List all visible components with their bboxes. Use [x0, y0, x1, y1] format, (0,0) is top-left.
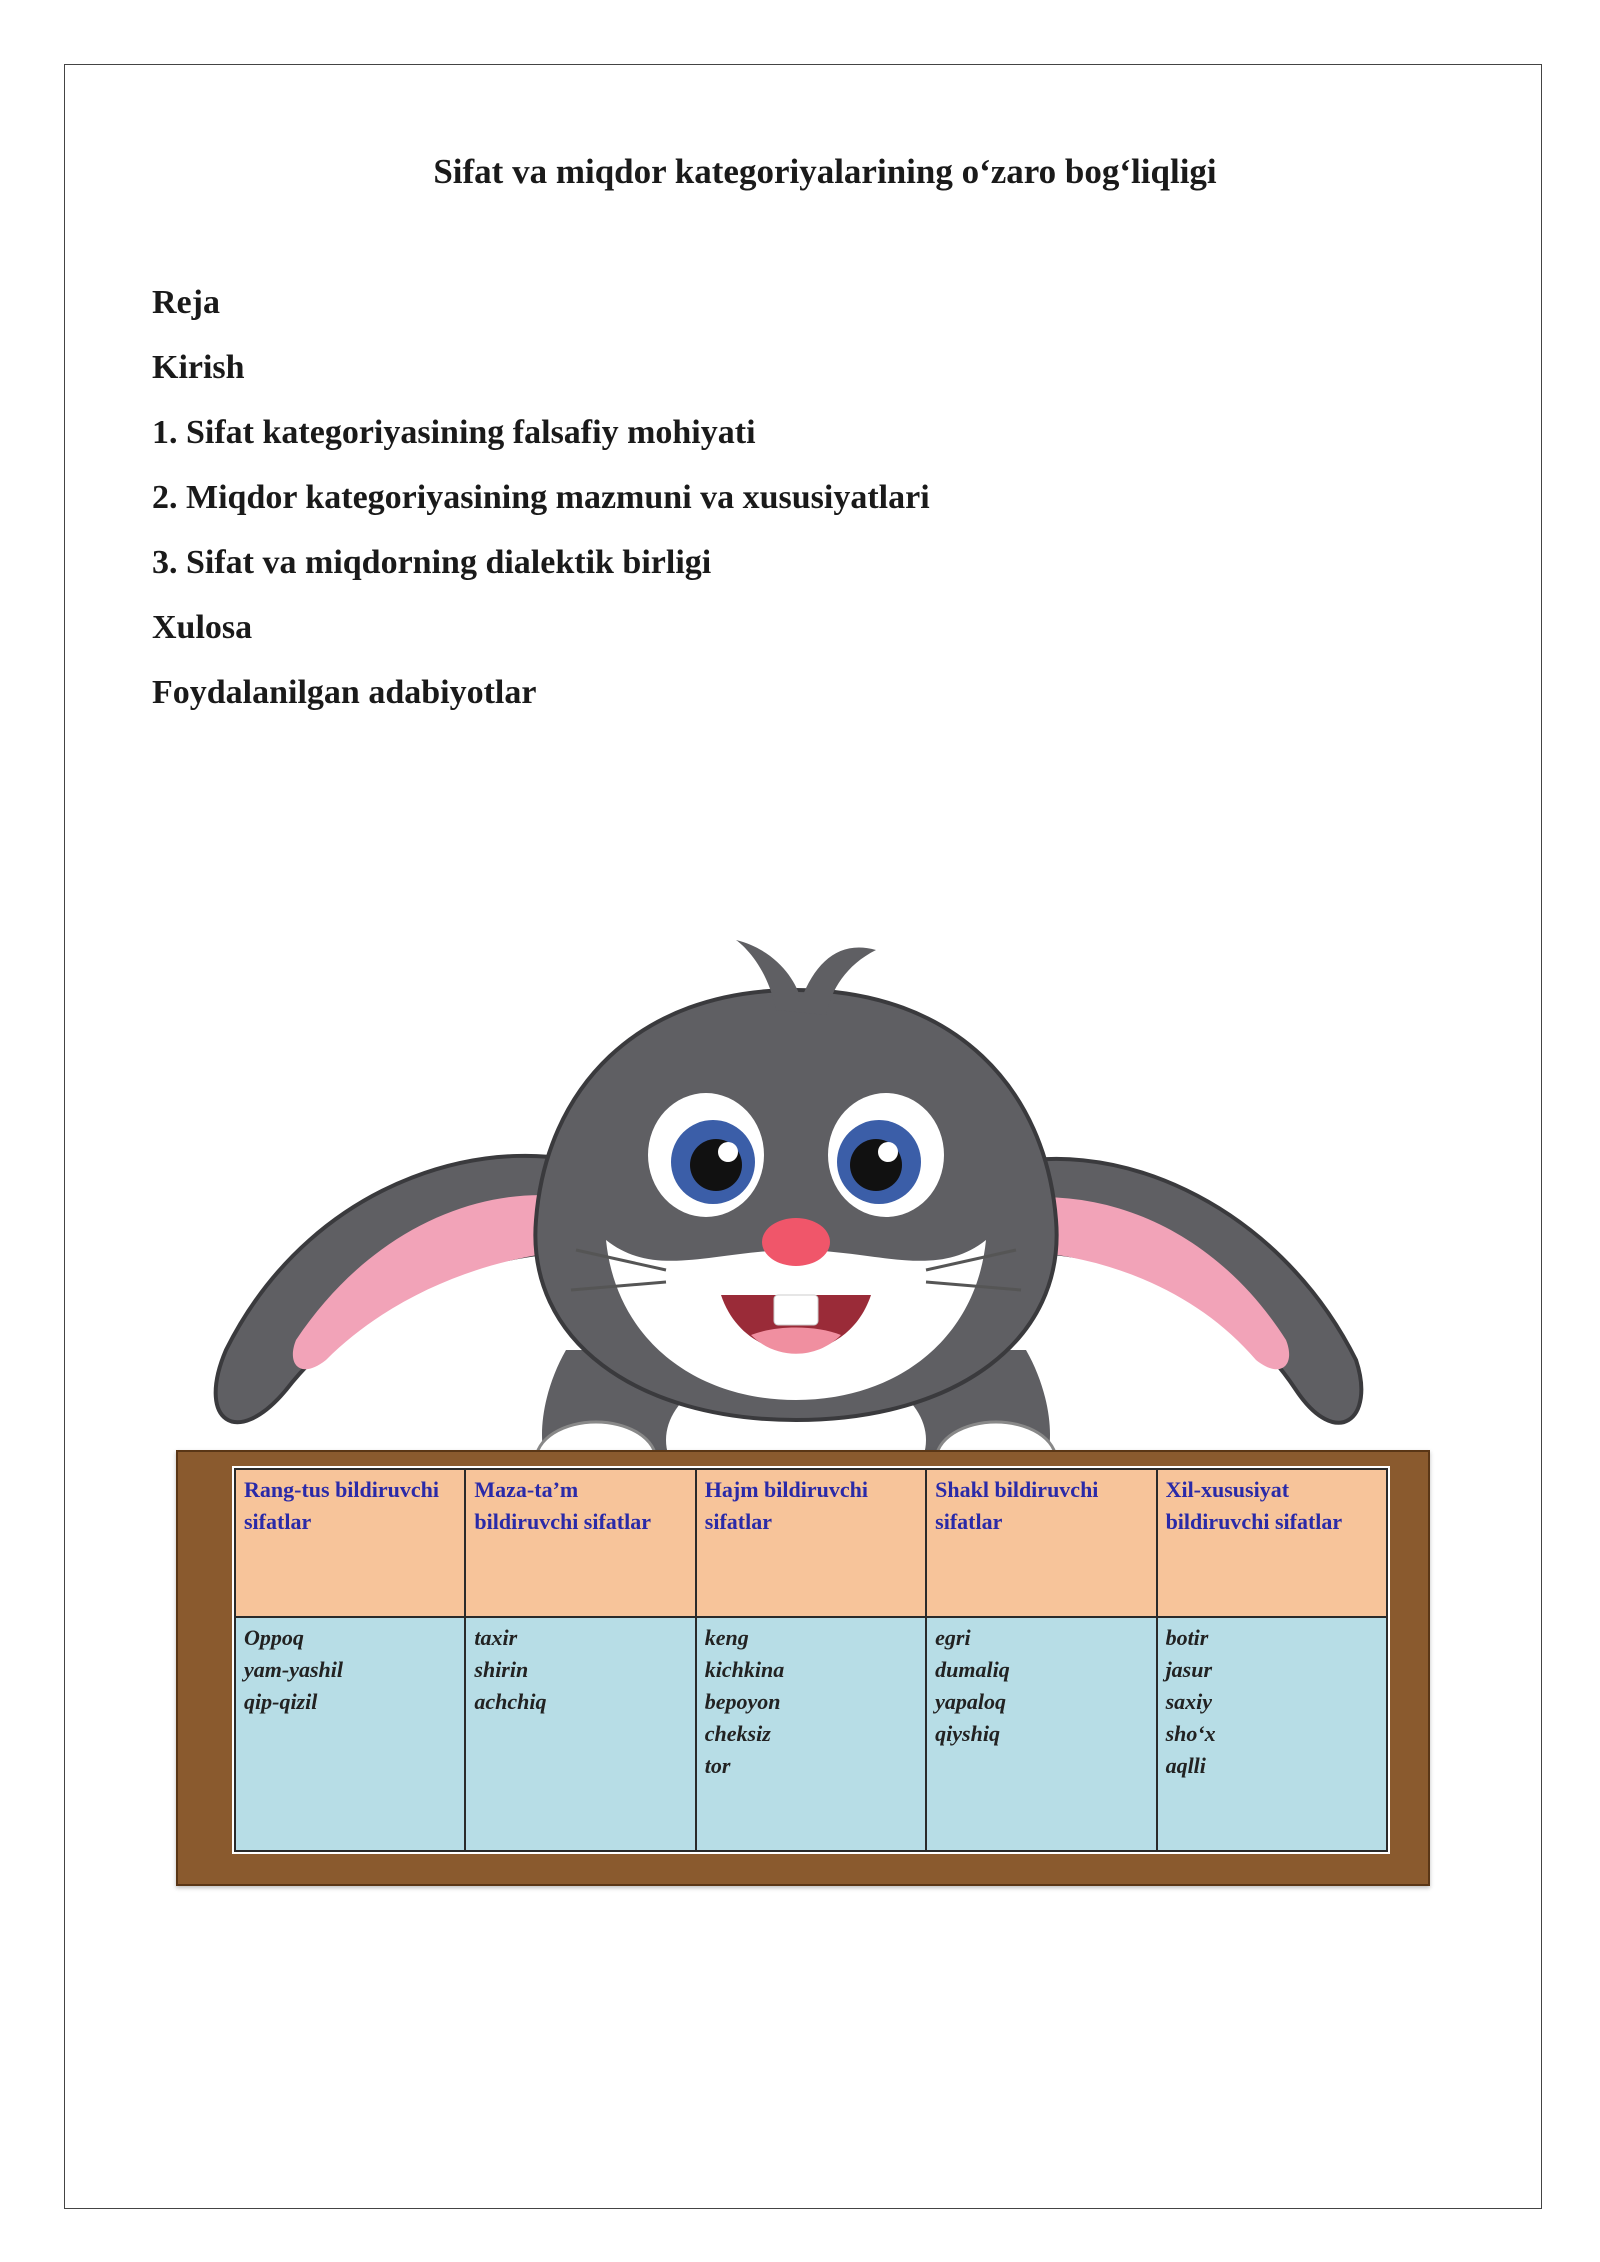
table-word: jasur	[1165, 1657, 1213, 1682]
table-header: Shakl bildiruvchi sifatlar	[926, 1469, 1156, 1617]
bunny-teeth	[774, 1295, 818, 1325]
table-header-row	[235, 1469, 1387, 1617]
table-word: cheksiz	[704, 1721, 771, 1746]
table-word: bepoyon	[704, 1689, 781, 1714]
plan-list	[152, 282, 930, 737]
table-header: Hajm bildiruvchi sifatlar	[696, 1469, 926, 1617]
table-row	[235, 1617, 1387, 1851]
adjective-table	[234, 1468, 1388, 1852]
table-cell-shape	[926, 1617, 1156, 1851]
table-word: sho‘x	[1165, 1721, 1216, 1746]
plan-item-3: 3. Sifat va miqdorning dialektik birligi	[152, 544, 712, 581]
plan-item-1: 1. Sifat kategoriyasining falsafiy mohiyati	[152, 414, 756, 451]
plan-item-conclusion: Xulosa	[152, 609, 253, 646]
table-word: yam-yashil	[244, 1657, 343, 1682]
plan-item-intro: Kirish	[152, 349, 245, 386]
table-header: Maza-ta’m bildiruvchi sifatlar	[465, 1469, 695, 1617]
plan-item-references: Foydalanilgan adabiyotlar	[152, 674, 537, 711]
table-word: qiyshiq	[935, 1721, 1000, 1746]
table-word: keng	[704, 1625, 749, 1650]
table-word: saxiy	[1165, 1689, 1213, 1714]
table-word: egri	[935, 1625, 971, 1650]
table-cell-size	[696, 1617, 926, 1851]
bunny-nose	[762, 1218, 830, 1266]
plan-item-2: 2. Miqdor kategoriyasining mazmuni va xususiyatlari	[152, 479, 930, 516]
table-word: Oppoq	[244, 1625, 304, 1650]
plan-heading: Reja	[152, 284, 220, 321]
table-word: kichkina	[704, 1657, 785, 1682]
table-cell-taste	[465, 1617, 695, 1851]
table-word: shirin	[474, 1657, 529, 1682]
table-word: yapaloq	[935, 1689, 1007, 1714]
table-word: botir	[1165, 1625, 1209, 1650]
table-word: achchiq	[474, 1689, 547, 1714]
table-header: Rang-tus bildiruvchi sifatlar	[235, 1469, 465, 1617]
table-word: dumaliq	[935, 1657, 1010, 1682]
table-word: aqlli	[1165, 1753, 1206, 1778]
table-word: tor	[704, 1753, 731, 1778]
page-title: Sifat va miqdor kategoriyalarining o‘zaro bog‘liqligi	[433, 152, 1217, 191]
table-cell-character	[1157, 1617, 1387, 1851]
table-header: Xil-xususiyat bildiruvchi sifatlar	[1157, 1469, 1387, 1617]
table-word: taxir	[474, 1625, 518, 1650]
table-cell-color	[235, 1617, 465, 1851]
table-word: qip-qizil	[244, 1689, 318, 1714]
